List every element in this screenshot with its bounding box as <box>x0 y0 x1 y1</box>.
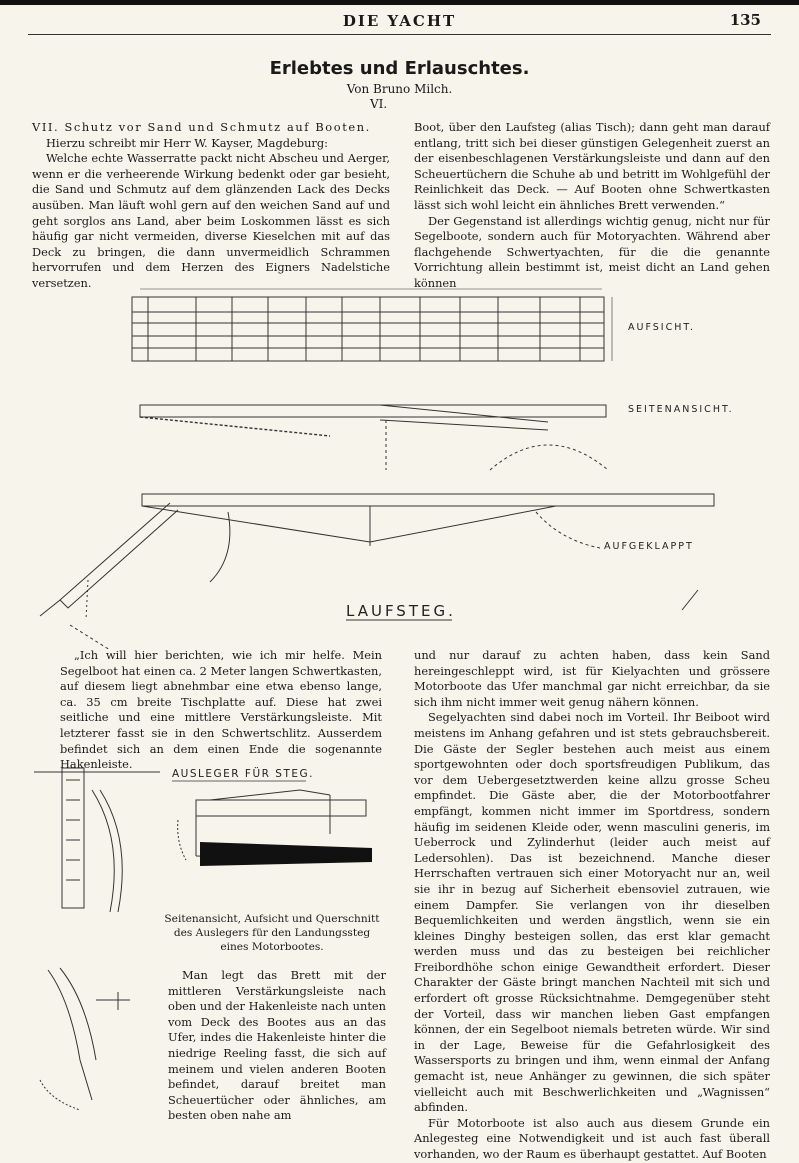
side-view-drawing <box>140 405 608 470</box>
opened-view-drawing <box>40 494 714 650</box>
paragraph: Hierzu schreibt mir Herr W. Kayser, Magdeburg: <box>46 135 328 150</box>
article-author: Von Bruno Milch. <box>346 82 453 96</box>
label-ausleger: AUSLEGER FÜR STEG. <box>172 768 314 780</box>
article-title: Erlebtes und Erlauschtes. <box>269 58 530 79</box>
paragraph: Der Gegenstand ist allerdings wichtig genug, nicht nur für Segelboote, sondern auch für Motoryachten. Während aber flachgehende Schwertyachten, für die die genannte Vorrichtung allein bestimmt ist, meist dicht an Land gehen können <box>414 213 770 290</box>
label-aufgeklappt: AUFGEKLAPPT <box>604 541 694 552</box>
paragraph: und nur darauf zu achten haben, dass kein Sand hereingeschleppt wird, ist für Kielyachten und grössere Motorboote das Ufer manchmal gar nicht erreichbar, da sie sich ihm nicht immer weit genug nähern können. <box>414 648 770 709</box>
paragraph: „Ich will hier berichten, wie ich mir helfe. Mein Segelboot hat einen ca. 2 Meter langen Schwertkasten, auf diesem liegt abnehmbar eine etwa ebenso lange, ca. 35 cm breite Tischplatte auf. Diese hat zwei seitliche und eine mittlere Verstärkungsleiste. Mit letzterer fasst sie in den Schwertschlitz. Ausserdem befindet sich an dem einen Ende die sogenannte Hakenleiste. <box>60 648 382 772</box>
column-3 <box>60 648 382 773</box>
article-part: VI. <box>370 97 388 111</box>
figure-caption: Seitenansicht, Aufsicht und Querschnitt des Auslegers für den Landungssteg eines Motorbootes. <box>164 913 380 953</box>
paragraph: Für Motorboote ist also auch aus diesem Grunde ein Anlegesteg eine Notwendigkeit und ist auch fast überall vorhanden, wo der Raum es überhaupt gestattet. Auf Booten <box>414 1115 770 1161</box>
page-number: 135 <box>729 11 761 29</box>
section-heading: VII. Schutz vor Sand und Schmutz auf Booten. <box>32 120 371 134</box>
label-aufsicht: AUFSICHT. <box>628 322 696 333</box>
top-view-drawing <box>132 289 612 361</box>
running-head: DIE YACHT <box>342 12 457 30</box>
column-4 <box>414 648 770 1163</box>
paragraph: Welche echte Wasserratte packt nicht Abscheu und Aerger, wenn er die verheerende Wirkung bedenkt oder gar besieht, die Sand und Schmutz auf dem glänzenden Lack des Decks ausüben. Man läuft wohl gern auf den weichen Sand auf und geht sorglos ans Land, aber beim Loskommen lässt es sich häufig gar nicht vermeiden, diverse Kieselchen mit auf das Deck zu bringen, die dann unvermeidlich Schrammen hervorrufen und dem Herzen des Eigners Nadelstiche versetzen. <box>32 151 390 290</box>
paragraph: Boot, über den Laufsteg (alias Tisch); dann geht man darauf entlang, tritt sich bei dieser günstigen Gelegenheit zuerst an der eisenbeschlagenen Verstärkungsleiste und dann auf den Scheuertüchern die Schuhe ab und betritt im Wohlgefühl der Reinlichkeit das Deck. — Auf Booten ohne Schwertkasten lässt sich wohl leicht ein ähnliches Brett verwenden.“ <box>414 120 770 212</box>
paragraph: Segelyachten sind dabei noch im Vorteil. Ihr Beiboot wird meistens im Anhang gefahren und ist stets gebrauchsbereit. Die Gäste der Segler bestehen auch meist aus einem sportgewohnten oder doch sportsfreudigen Publikum, das vor dem Uebergesetztwerden keine allzu grosse Scheu empfindet. Die Gäste aber, die der Motorbootfahrer empfängt, kommen nicht immer im Sportdress, sondern häufig im seidenen Kleide oder, wenn masculini generis, im Ueberrock und Zylinderhut (leider auch meist auf Ledersohlen). Das ist bezeichnend. Manche dieser Herrschaften vertrauen sich einer Motoryacht nur an, weil sie ihr in bezug auf Sicherheit ebensoviel zutrauen, wie einem Dampfer. Sie verlangen von ihr dieselben Bequemlichkeiten und werden ängstlich, wenn sie ein kleines Dinghy besteigen sollen, das erst klar gemacht werden muss und das zu besteigen bei reichlicher Freibordhöhe schon einige Gewandtheit erfordert. Dieser Charakter der Gäste bringt manchen Nachteil mit sich und erfordert oft grosse Rücksichtnahme. Demgegenüber steht der Vorteil, dass wir manchen lieben Gast empfangen können, der ein Segelboot niemals betreten würde. Wir sind in der Lage, Beweise für die Gefahrlosigkeit des Wassersports zu bringen und ihm, wenn einmal der Anfang gemacht ist, neue Anhänger zu gewinnen, die sich später vielleicht auch mit Beschwerlichkeiten und „Wagnissen“ abfinden. <box>414 710 770 1115</box>
figure-title-laufsteg: LAUFSTEG. <box>346 602 456 620</box>
label-seitenansicht: SEITENANSICHT. <box>628 404 734 415</box>
column-5 <box>168 968 386 1124</box>
paragraph: Man legt das Brett mit der mittleren Verstärkungsleiste nach oben und der Hakenleiste nach unten vom Deck des Bootes aus an das Ufer, indes die Hakenleiste hinter die niedrige Reeling fasst, die sich auf meinem und vielen anderen Booten befindet, darauf breitet man Scheuertücher oder ähnliches, am besten oben nahe am <box>168 968 386 1123</box>
